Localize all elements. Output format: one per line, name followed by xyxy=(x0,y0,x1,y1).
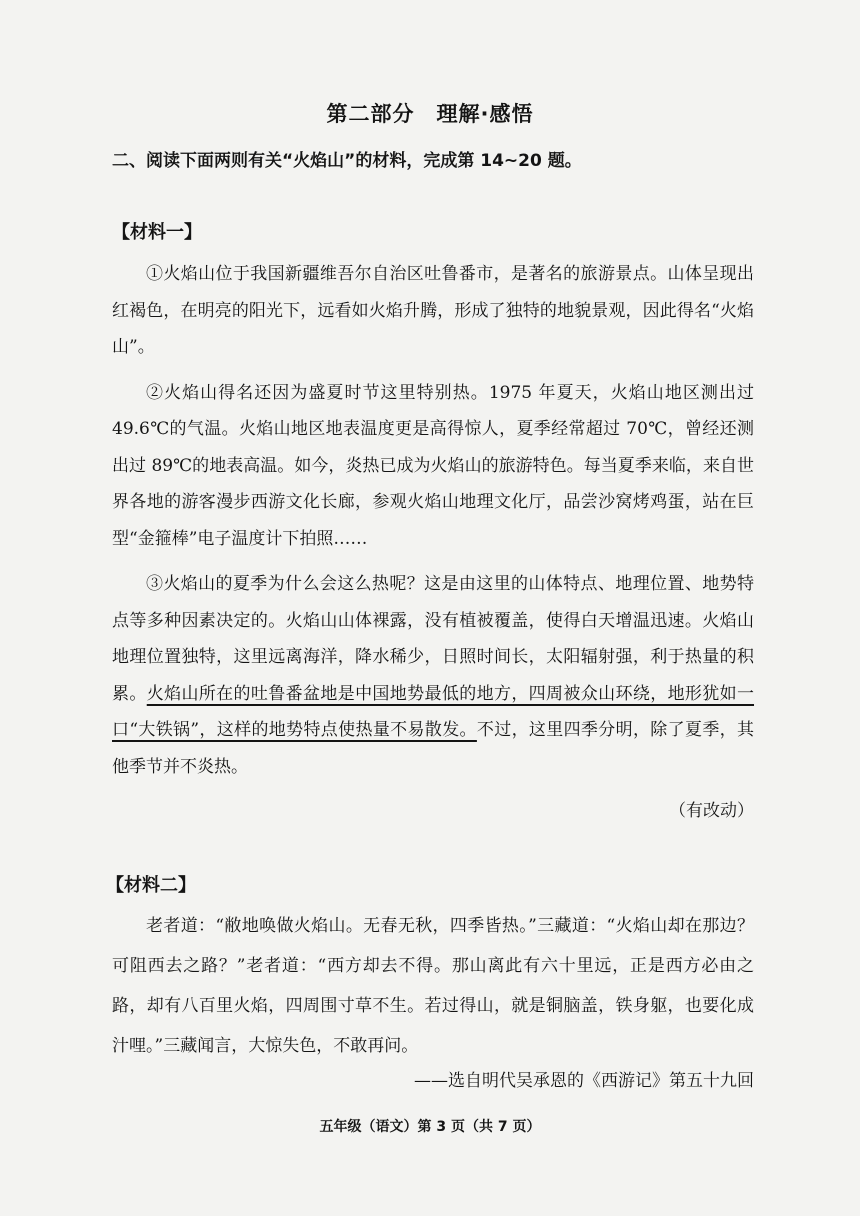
material2-body xyxy=(112,906,754,1066)
question-instruction: 二、阅读下面两则有关“火焰山”的材料，完成第 14~20 题。 xyxy=(112,151,582,171)
page-footer: 五年级（语文）第 3 页（共 7 页） xyxy=(319,1119,541,1135)
paragraph-3-text: ③火焰山的夏季为什么会这么热呢？这是由这里的山体特点、地理位置、地势特点等多种因素决定的。火焰山山体裸露，没有植被覆盖，使得白天增温迅速。火焰山地理位置独特，这里远离海洋，降水稀少，日照时间长，太阳辐射强，利于热量的积累。 xyxy=(112,574,754,704)
material2-heading: 【材料二】 xyxy=(106,875,196,896)
material1-paragraph-3 xyxy=(112,566,754,785)
material2-source: ——选自明代吴承恩的《西游记》第五十九回 xyxy=(414,1071,754,1091)
material1-body xyxy=(112,256,754,785)
material1-source-note: （有改动） xyxy=(669,801,754,821)
material1-paragraph-2: ②火焰山得名还因为盛夏时节这里特别热。1975 年夏天，火焰山地区测出过 49.6℃的气温。火焰山地区地表温度更是高得惊人，夏季经常超过 70℃，曾经还测出过 89℃的地表高温。如今，炎热已成为火焰山的旅游特色。每当夏季来临，来自世界各地的游客漫步西游文化长廊，参观火焰山地理文化厅，品尝沙窝烤鸡蛋，站在巨型“金箍棒”电子温度计下拍照…… xyxy=(112,382,754,549)
underlined-sentence: 火焰山所在的吐鲁番盆地是中国地势最低的地方，四周被众山环绕，地形犹如一口“大铁锅”，这样的地势特点使热量不易散发。 xyxy=(112,683,755,740)
part-title: 第二部分 理解·感悟 xyxy=(326,102,534,126)
paragraph-3-tail: 不过，这里四季分明，除了夏季，其他季节并不炎热。 xyxy=(112,720,755,777)
material2-paragraph-1: 老者道：“敝地唤做火焰山。无春无秋，四季皆热。”三藏道：“火焰山却在那边？可阻西去之路？”老者道：“西方却去不得。那山离此有六十里远，正是西方必由之路，却有八百里火焰，四周围寸草不生。若过得山，就是铜脑盖，铁身躯，也要化成汁哩。”三藏闻言，大惊失色，不敢再问。 xyxy=(112,916,754,1056)
material1-paragraph-1: ①火焰山位于我国新疆维吾尔自治区吐鲁番市，是著名的旅游景点。山体呈现出红褐色，在明亮的阳光下，远看如火焰升腾，形成了独特的地貌景观，因此得名“火焰山”。 xyxy=(112,264,754,357)
material1-heading: 【材料一】 xyxy=(112,222,202,243)
